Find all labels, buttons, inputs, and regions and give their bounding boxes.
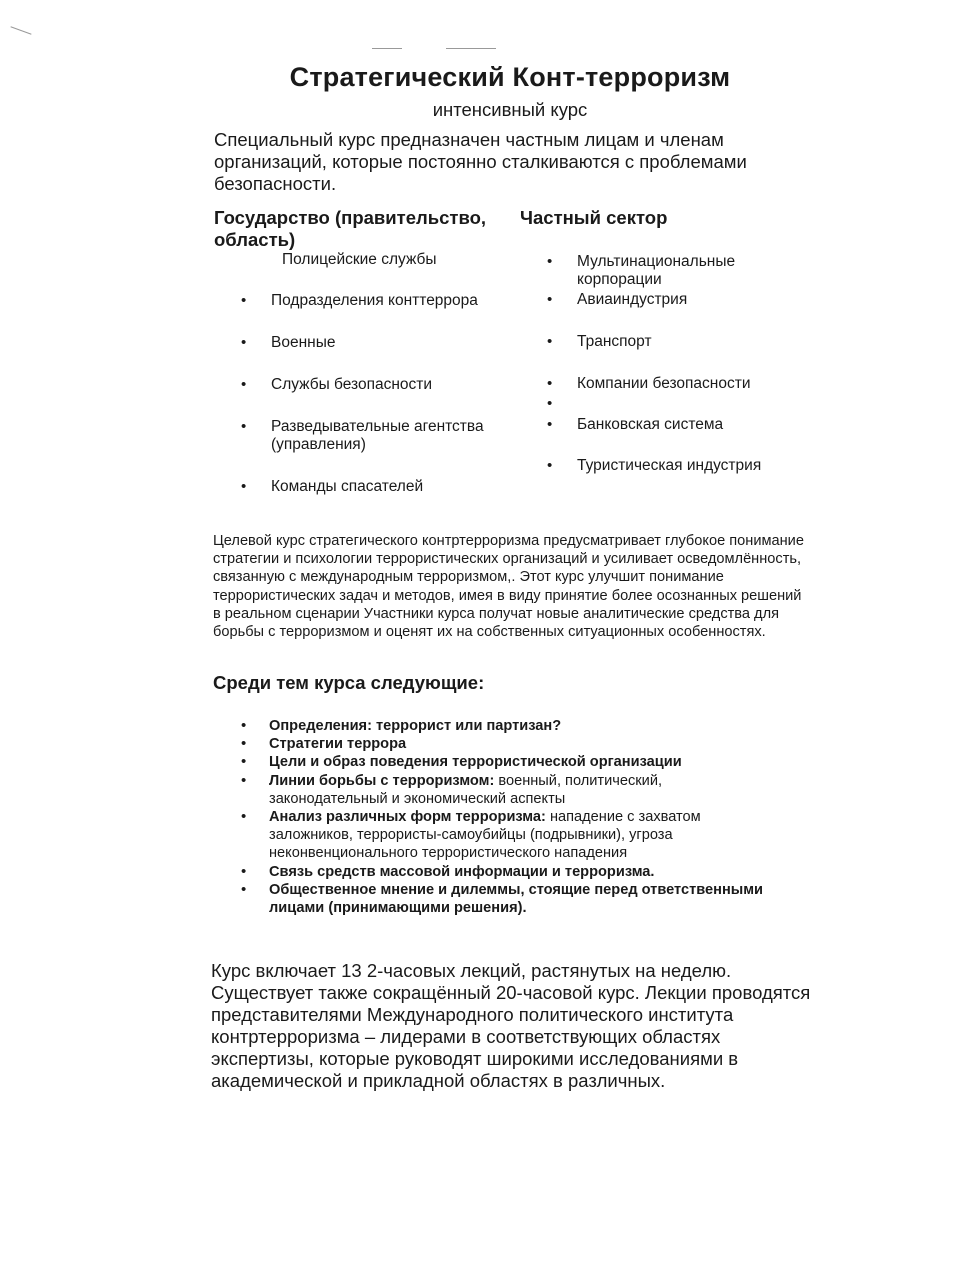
bullet-icon: • (241, 478, 247, 495)
bullet-icon: • (547, 333, 553, 350)
private-item: Банковская система (577, 416, 724, 433)
bullet-icon: • (241, 334, 247, 351)
government-item: Подразделения конттеррора (271, 292, 478, 309)
list-item (547, 253, 552, 271)
government-heading: Государство (правительство, область) (214, 207, 487, 250)
list-item (547, 375, 552, 393)
bullet-icon: • (241, 771, 247, 789)
bullet-icon: • (547, 395, 553, 412)
list-item (547, 333, 552, 351)
private-item: Мультинациональные корпорации (577, 253, 736, 288)
private-sector-heading: Частный сектор (520, 207, 668, 228)
topic-bold: Линии борьбы с терроризмом: (269, 772, 495, 789)
bullet-icon: • (241, 862, 247, 880)
topic-item (241, 863, 781, 881)
bullet-icon: • (547, 457, 553, 474)
bullet-icon: • (547, 375, 553, 392)
topic-item (241, 772, 781, 808)
list-item (241, 478, 246, 496)
bullet-icon: • (241, 735, 247, 753)
topics-heading: Среди тем курса следующие: (213, 672, 485, 693)
topic-bold: Общественное мнение и дилеммы, стоящие перед ответственными лицами (принимающими решения). (269, 881, 764, 917)
topic-rest: военный, политический, законодательный и экономический аспекты (269, 772, 663, 807)
bullet-icon: • (241, 808, 247, 826)
list-item (547, 457, 552, 475)
bullet-icon: • (547, 291, 553, 308)
bullet-icon: • (241, 418, 247, 435)
list-item (547, 416, 552, 434)
list-item (241, 334, 246, 352)
list-item (547, 291, 552, 309)
description-paragraph: Целевой курс стратегического контртерроризма предусматривает глубокое понимание стратегии и психологии террористических организаций и усиливает осведомлённость, связанную с международным терроризмом,. Этот курс улучшит понимание террористических задач и методов, имея в виду принятие более осознанных решений в реальном сценарии Участники курса получат новые аналитические средства для борьбы с терроризмом и оценят их на собственных ситуационных особенностях. (213, 533, 804, 641)
bullet-icon: • (241, 376, 247, 393)
bullet-icon: • (547, 416, 553, 433)
topic-item (241, 717, 781, 735)
bullet-icon: • (241, 292, 247, 309)
closing-paragraph: Курс включает 13 2-часовых лекций, растянутых на неделю. Существует также сокращённый 20-часовой курс. Лекции проводятся представителями Международного политического института контртерроризма – лидерами в соответствующих областях экспертизы, которые руководят широкими исследованиями в академической и прикладной областях в различных. (211, 960, 811, 1091)
government-intro-item: Полицейские службы (282, 251, 437, 268)
topic-bold: Стратегии террора (269, 736, 407, 753)
bullet-icon: • (241, 717, 247, 734)
bullet-icon: • (547, 253, 553, 270)
private-item: Транспорт (577, 333, 652, 350)
scan-mark (372, 48, 402, 49)
topic-item (241, 753, 781, 771)
government-item: Команды спасателей (271, 478, 424, 495)
topic-item (241, 881, 781, 917)
government-item: Службы безопасности (271, 376, 433, 393)
private-item: Авиаиндустрия (577, 291, 688, 308)
list-item (547, 395, 552, 413)
intro-paragraph: Специальный курс предназначен частным лицам и членам организаций, которые постоянно сталкиваются с проблемами безопасности. (214, 129, 747, 194)
bullet-icon: • (241, 753, 247, 771)
topic-item (241, 735, 781, 753)
bullet-icon: • (241, 880, 247, 898)
scan-mark (10, 26, 31, 34)
topic-rest: нападение с захватом заложников, террористы-самоубийцы (подрывники), угроза неконвенционального террористического нападения (269, 809, 701, 862)
government-item: Разведывательные агентства (управления) (271, 418, 484, 453)
page-title: Стратегический Конт-терроризм (289, 62, 731, 92)
government-item: Военные (271, 334, 336, 351)
topics-list (241, 717, 781, 917)
topic-bold: Анализ различных форм терроризма: (269, 809, 546, 826)
list-item (241, 418, 246, 436)
page-subtitle: интенсивный курс (432, 99, 588, 120)
scan-mark (446, 48, 496, 49)
private-item: Компании безопасности (577, 375, 751, 392)
list-item (241, 376, 246, 394)
topic-bold: Связь средств массовой информации и терроризма. (269, 863, 655, 880)
private-item: Туристическая индустрия (577, 457, 762, 474)
topic-bold: Цели и образ поведения террористической организации (269, 754, 682, 771)
topic-item (241, 808, 781, 863)
topic-bold: Определения: террорист или партизан? (269, 718, 562, 734)
list-item (241, 292, 246, 310)
